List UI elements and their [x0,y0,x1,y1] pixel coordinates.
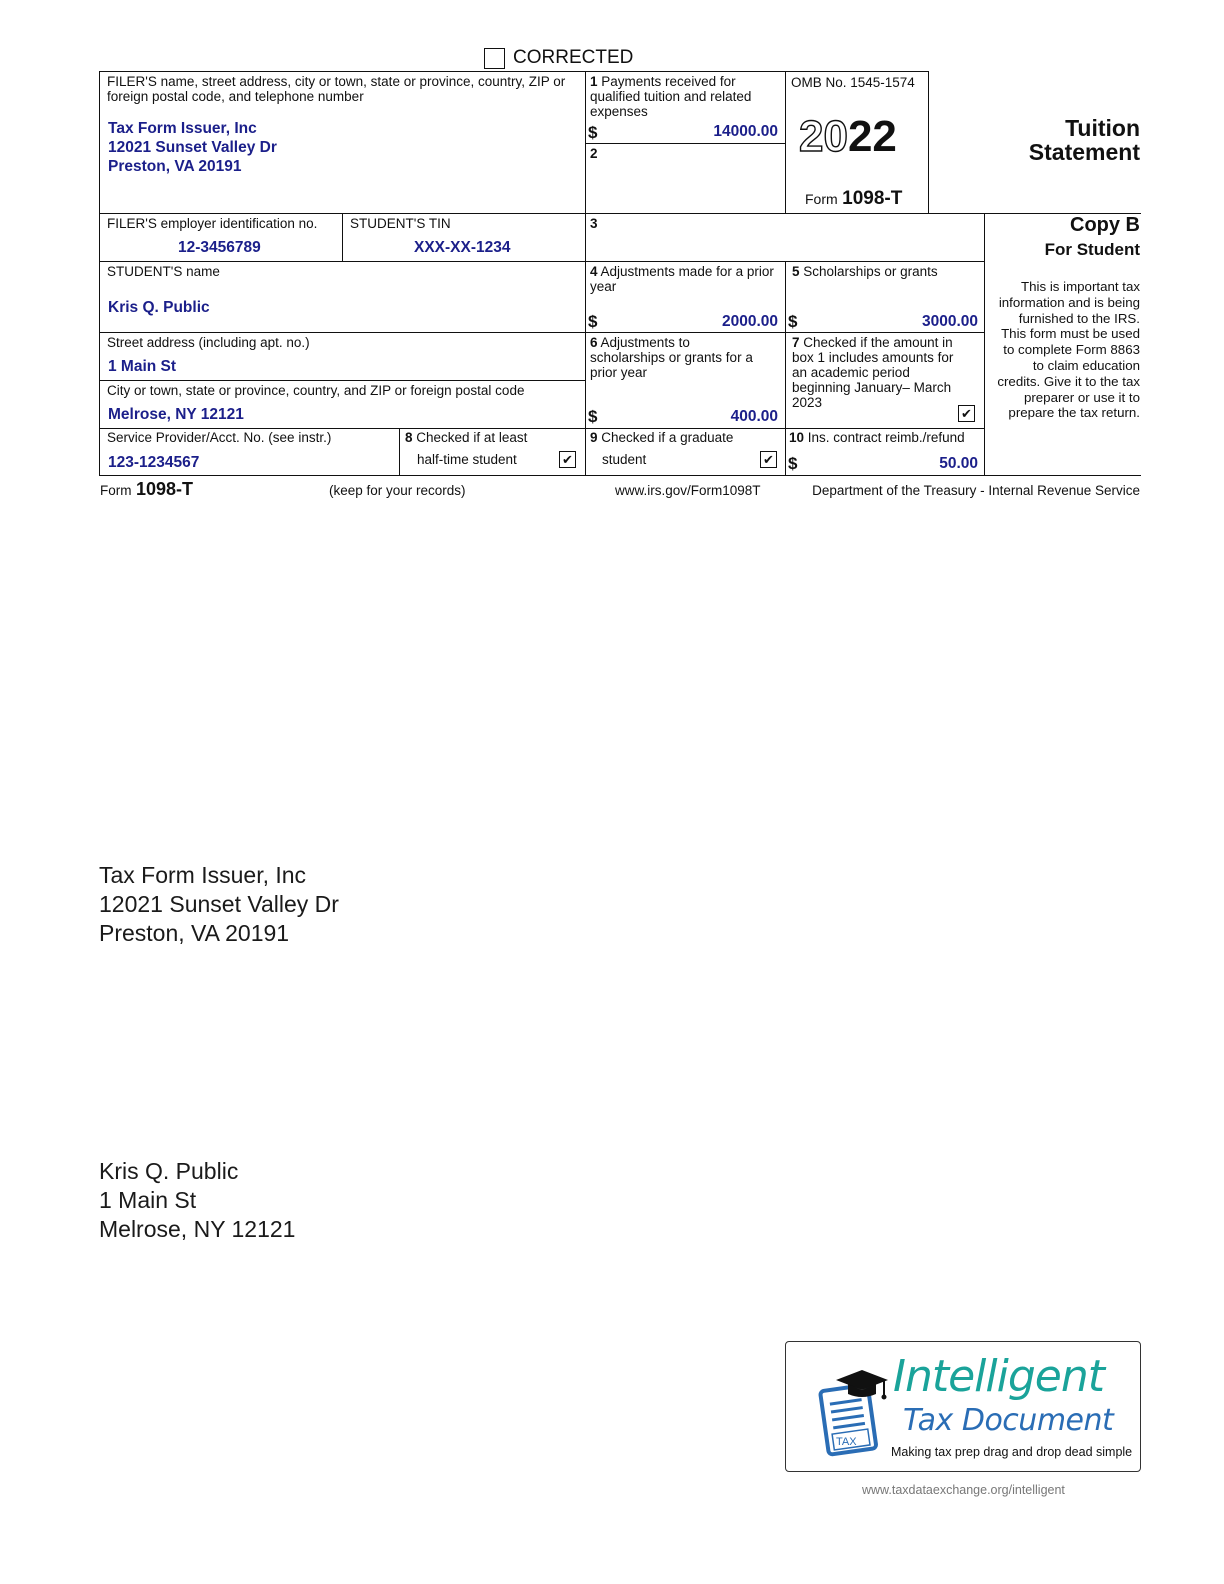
logo-line2: Tax Document [903,1403,1114,1438]
box7-checkbox[interactable]: ✔ [958,405,975,422]
acct-value: 123-1234567 [108,454,200,471]
student-city: Melrose, NY 12121 [108,406,244,423]
tax-year: 2022 [799,112,897,161]
box4-label: 4 Adjustments made for a prior year [590,264,774,294]
department: Department of the Treasury - Internal Revenue Service [812,483,1140,498]
box8-label-2: half-time student [417,452,517,467]
box6-dollar: $ [588,407,598,426]
box1-dollar: $ [588,123,598,142]
box1-label: 1 Payments received for qualified tuition and related expenses [590,74,752,119]
logo-box[interactable] [785,1341,1141,1472]
student-name-label: STUDENT'S name [107,264,220,279]
box10-value: 50.00 [939,455,978,472]
tin-label: STUDENT'S TIN [350,216,451,231]
filer-label: FILER'S name, street address, city or town, state or province, country, ZIP or foreign postal code, and telephone number [107,74,566,104]
student-city-label: City or town, state or province, country, and ZIP or foreign postal code [107,383,525,398]
sender-address [99,861,339,948]
box6-value: 400.00 [730,408,778,425]
box10-label: 10 Ins. contract reimb./refund [789,430,965,445]
box5-label: 5 Scholarships or grants [792,264,938,279]
box9-label: 9 Checked if a graduate [590,430,734,445]
logo-line1: Intelligent [893,1351,1104,1402]
box5-dollar: $ [788,312,798,331]
student-street-label: Street address (including apt. no.) [107,335,310,350]
sender-line: Tax Form Issuer, Inc [99,862,307,888]
box9-checkbox[interactable]: ✔ [760,451,777,468]
tax-document-icon [812,1366,892,1458]
recipient-line: Melrose, NY 12121 [99,1216,296,1242]
irs-url[interactable]: www.irs.gov/Form1098T [615,483,761,498]
box1-value: 14000.00 [713,123,778,140]
box7-label: 7 Checked if the amount in box 1 includes amounts for an academic period beginning January– March 2023 [792,335,954,410]
sender-line: 12021 Sunset Valley Dr [99,891,339,917]
box2-number: 2 [590,146,598,161]
form-title: Tuition Statement [1028,115,1140,165]
sender-line: Preston, VA 20191 [99,920,290,946]
box6-label: 6 Adjustments to scholarships or grants for a prior year [590,335,753,380]
box8-label: 8 Checked if at least [405,430,528,445]
keep-note: (keep for your records) [329,483,466,498]
filer-street: 12021 Sunset Valley Dr [108,139,277,156]
copy-title: Copy B [1070,214,1140,236]
copy-subtitle: For Student [1044,240,1140,259]
box4-dollar: $ [588,312,598,331]
box8-checkbox[interactable]: ✔ [559,451,576,468]
ein-value: 12-3456789 [178,239,261,256]
filer-city: Preston, VA 20191 [108,158,242,175]
corrected-checkbox[interactable] [484,48,505,69]
logo-url[interactable]: www.taxdataexchange.org/intelligent [862,1483,1065,1497]
box3-number: 3 [590,216,598,231]
student-name: Kris Q. Public [108,299,210,316]
corrected-label: CORRECTED [513,47,634,68]
logo-tagline: Making tax prep drag and drop dead simple [891,1445,1133,1459]
box5-value: 3000.00 [921,313,978,330]
form-id-footer: Form 1098-T [100,479,193,499]
recipient-line: 1 Main St [99,1187,197,1213]
svg-text:TAX: TAX [836,1436,857,1448]
box10-dollar: $ [788,454,798,473]
ein-label: FILER'S employer identification no. [107,216,318,231]
omb-number: OMB No. 1545-1574 [791,75,915,90]
filer-name: Tax Form Issuer, Inc [108,120,257,137]
recipient-line: Kris Q. Public [99,1158,239,1184]
box4-value: 2000.00 [721,313,778,330]
student-street: 1 Main St [108,358,177,375]
tin-value: XXX-XX-1234 [414,239,511,256]
copy-note: This is important tax information and is being furnished to the IRS. This form must be used to complete Form 8863 to claim education credits. Give it to the tax preparer or use it to prepare the tax return. [997,279,1140,421]
recipient-address [99,1157,295,1244]
acct-label: Service Provider/Acct. No. (see instr.) [107,430,332,445]
form-id-top: Form 1098-T [805,188,903,209]
box9-label-2: student [602,452,647,467]
